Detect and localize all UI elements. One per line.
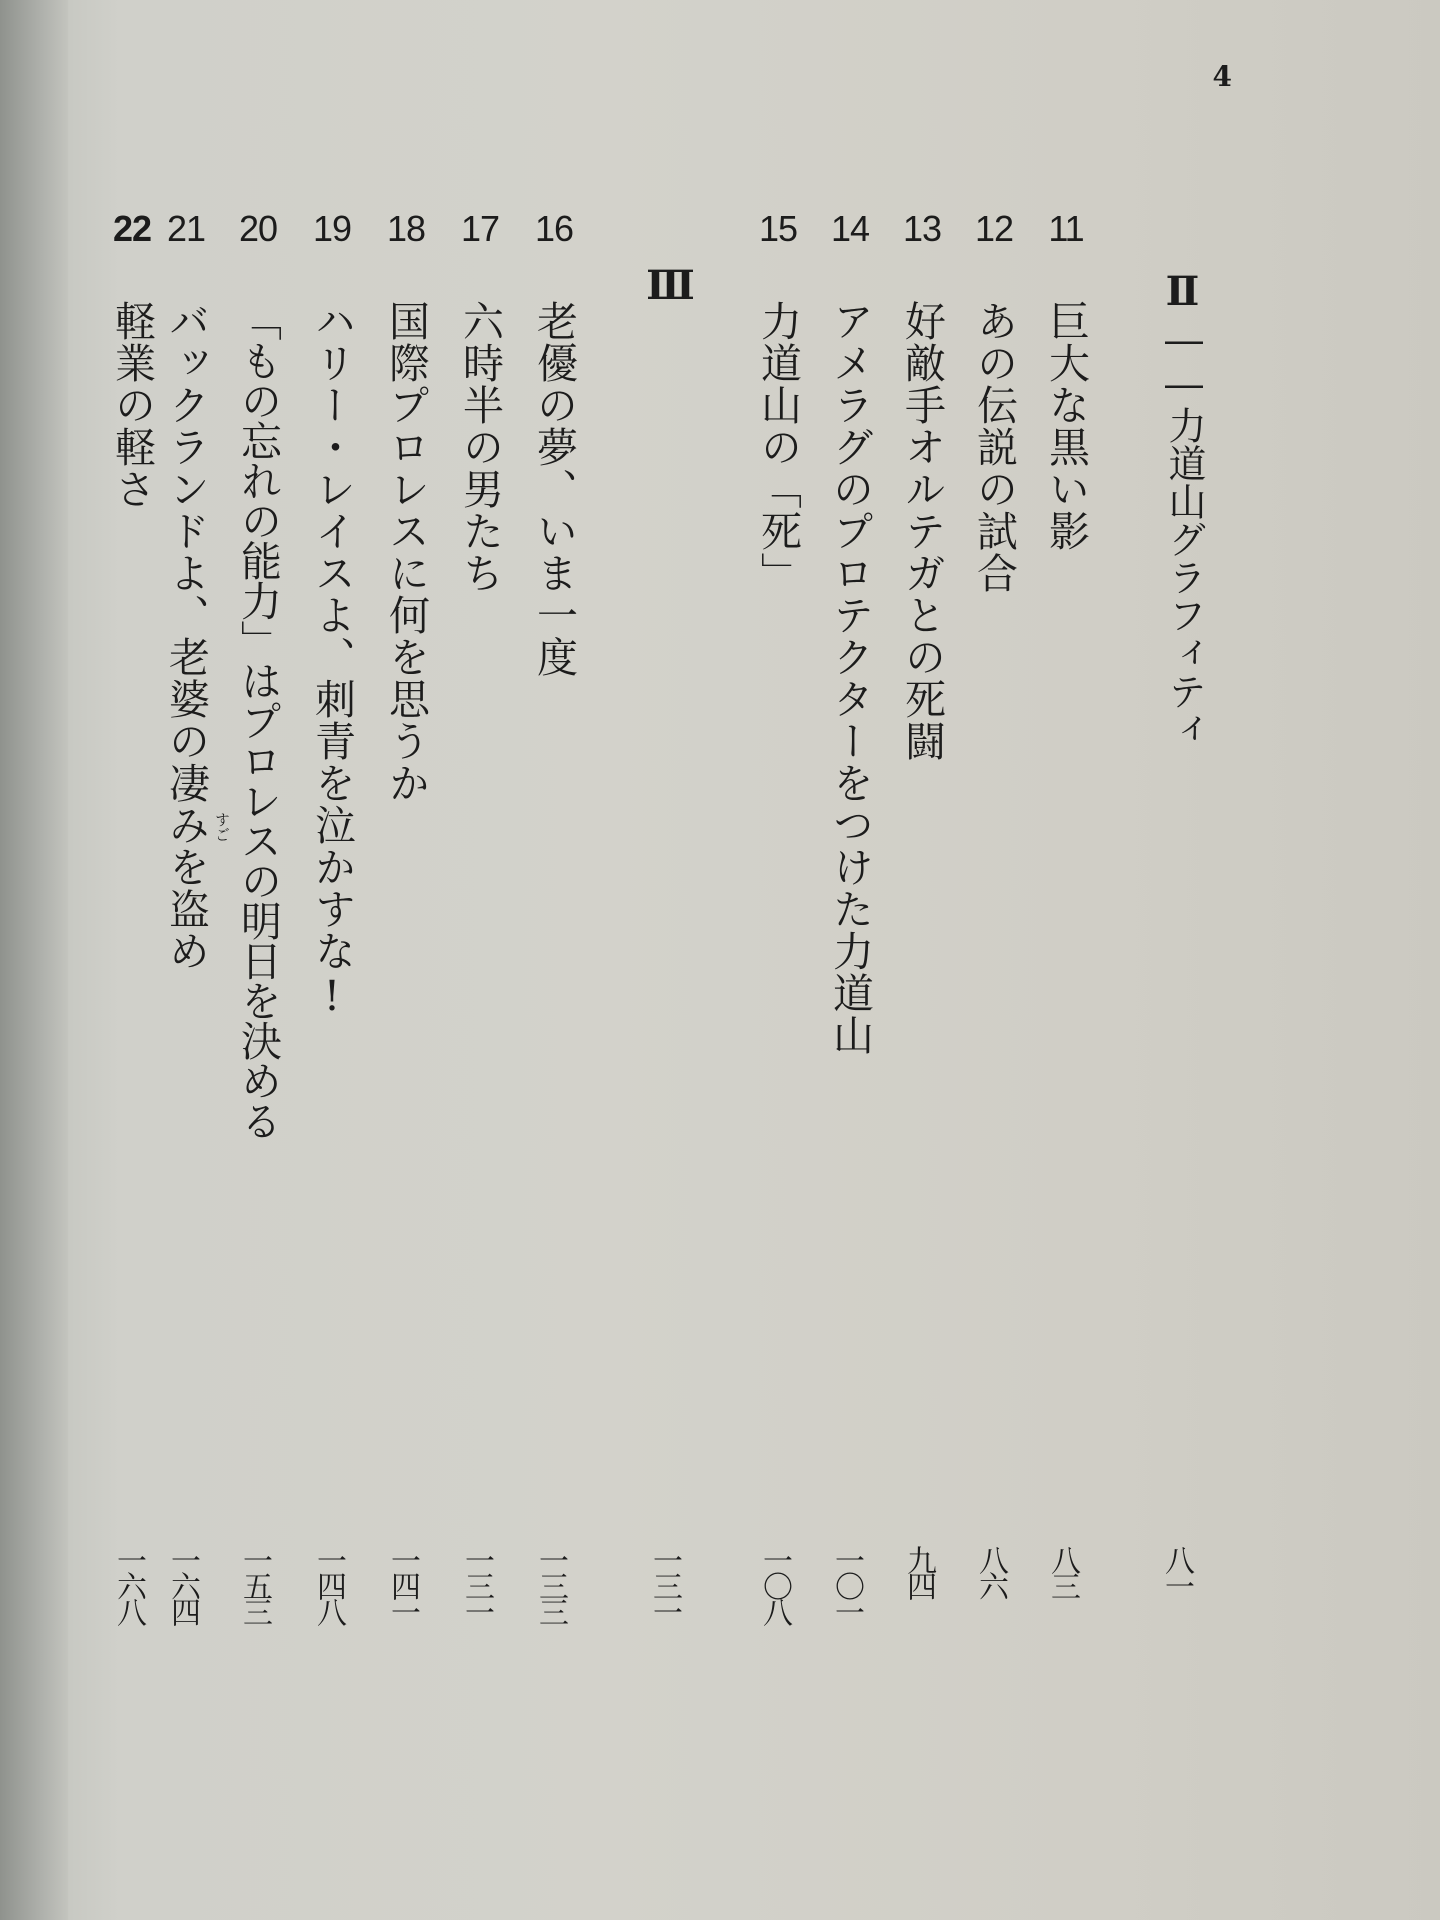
toc-entry[interactable] (378, 0, 434, 1700)
chapter-number: 18 (386, 208, 426, 249)
part-ii-numeral: Ⅱ (1159, 268, 1206, 315)
chapter-number: 15 (758, 208, 798, 249)
toc-entry[interactable] (452, 0, 508, 1700)
chapter-page: 一三三 (533, 1545, 568, 1623)
toc-entry[interactable] (230, 0, 286, 1700)
chapter-number: 21 (166, 208, 206, 249)
chapter-number: 17 (460, 208, 500, 249)
toc-entry[interactable] (104, 0, 160, 1700)
chapter-title: 巨大な黒い影 (1042, 300, 1090, 552)
chapter-number: 19 (312, 208, 352, 249)
chapter-page: 一四八 (311, 1545, 346, 1623)
chapter-page: 一六四 (165, 1545, 200, 1623)
chapter-page: 一〇一 (829, 1545, 864, 1623)
chapter-number: 20 (238, 208, 278, 249)
book-gutter (0, 0, 68, 1920)
chapter-title: 国際プロレスに何を思うか (382, 300, 430, 804)
part-ii-heading (1152, 0, 1208, 1700)
toc-entry[interactable] (894, 0, 950, 1700)
toc-entry[interactable] (158, 0, 231, 1700)
toc-entry[interactable] (1038, 0, 1094, 1700)
chapter-page: 一五三 (237, 1545, 272, 1623)
chapter-title: アメラグのプロテクターをつけた力道山 (826, 300, 874, 1056)
chapter-title: 「もの忘れの能力」はプロレスの明日を決める (234, 300, 282, 1140)
chapter-number: 13 (902, 208, 942, 249)
chapter-page: 八六 (973, 1545, 1008, 1597)
part-iii-heading (640, 0, 696, 1700)
chapter-page: 一四一 (385, 1545, 420, 1623)
chapter-title: 好敵手オルテガとの死闘 (898, 300, 946, 762)
toc-entry[interactable] (304, 0, 360, 1700)
part-ii-page: 八一 (1159, 1545, 1194, 1597)
chapter-title: あの伝説の試合 (970, 300, 1018, 594)
chapter-title: バックランドよ、老婆の凄みを盗め (162, 300, 210, 972)
part-iii-numeral: Ⅲ (647, 262, 694, 309)
chapter-page: 九四 (901, 1545, 936, 1597)
chapter-number: 14 (830, 208, 870, 249)
part-ii-subtitle: ――力道山グラフィティ (1162, 318, 1206, 748)
page-number: 4 (1212, 60, 1232, 93)
toc-entry[interactable] (526, 0, 582, 1700)
chapter-page: 一〇八 (757, 1545, 792, 1623)
chapter-title: 力道山の「死」 (754, 300, 802, 594)
toc-entry[interactable] (750, 0, 806, 1700)
ruby-reading: すご (213, 812, 231, 842)
toc-entry[interactable] (966, 0, 1022, 1700)
toc-entry[interactable] (822, 0, 878, 1700)
chapter-page: 八三 (1045, 1545, 1080, 1597)
chapter-title: 老優の夢、いま一度 (530, 300, 578, 678)
chapter-title: ハリー・レイスよ、刺青を泣かすな! (308, 300, 356, 1021)
chapter-number: 22 (112, 208, 152, 249)
chapter-title: 軽業の軽さ (108, 300, 156, 510)
chapter-number: 12 (974, 208, 1014, 249)
chapter-page: 一六八 (111, 1545, 146, 1623)
chapter-number: 11 (1048, 208, 1084, 249)
chapter-title: 六時半の男たち (456, 300, 504, 594)
chapter-page: 一三一 (459, 1545, 494, 1623)
chapter-number: 16 (534, 208, 574, 249)
part-iii-page: 一三一 (647, 1545, 682, 1623)
